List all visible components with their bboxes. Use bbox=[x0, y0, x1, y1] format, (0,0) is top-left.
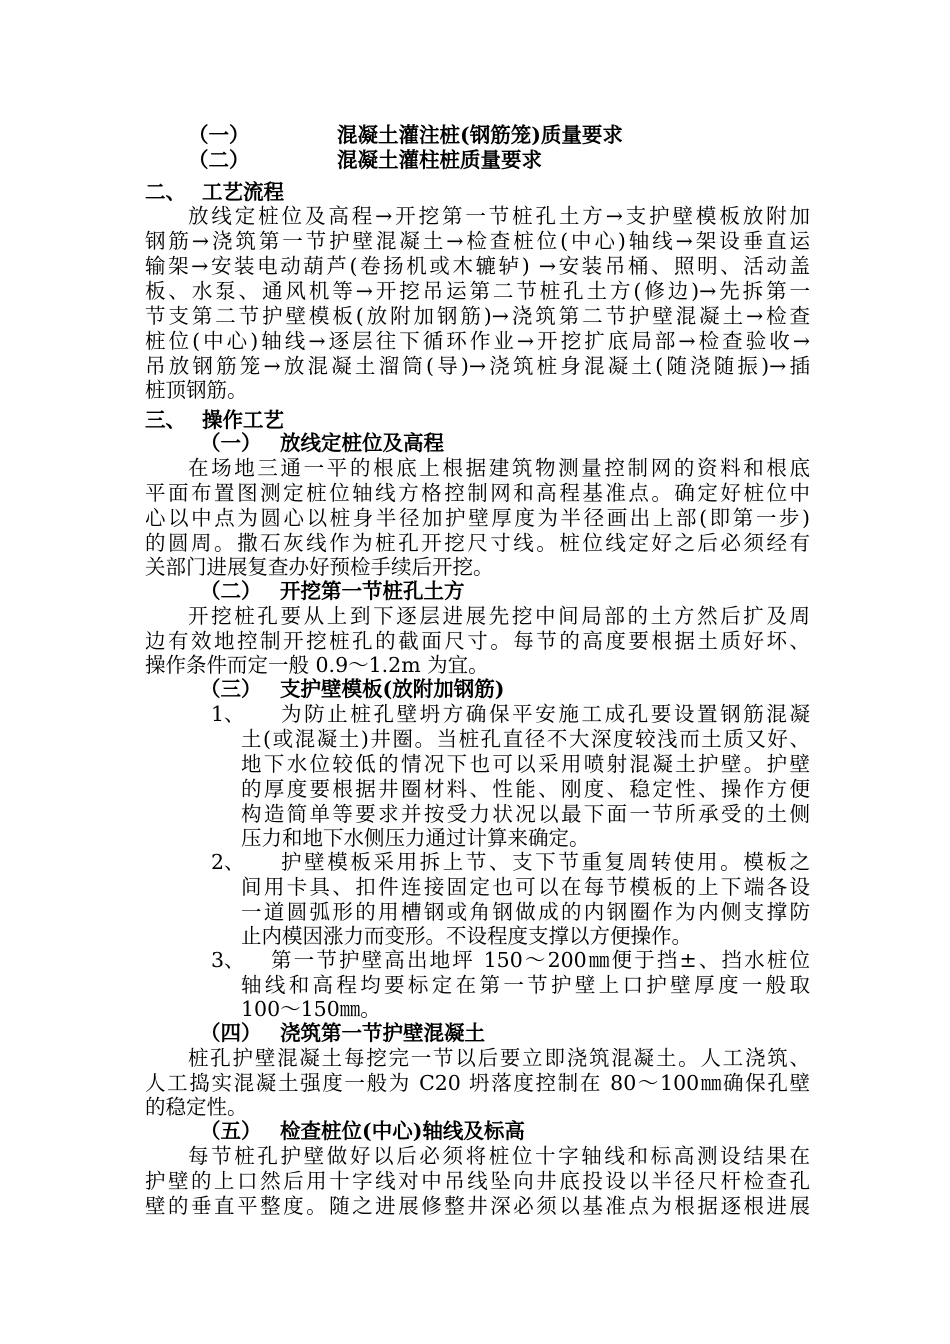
list-item-line: 地下水位较低的情况下也可以采用喷射混凝土护壁。护壁 bbox=[241, 752, 810, 776]
heading-1-num: （一） bbox=[188, 123, 250, 147]
subsection-title: 支护壁模板(放附加钢筋) bbox=[280, 677, 505, 701]
list-item-line: 100～150㎜。 bbox=[241, 997, 381, 1021]
paragraph-line: 护壁的上口然后用十字线对中吊线坠向井底投设以半径尺杆检查孔 bbox=[145, 1169, 810, 1193]
subsection-num: （四） bbox=[200, 1021, 262, 1045]
section-2-num: 二、 bbox=[145, 180, 186, 204]
heading-2-num: （二） bbox=[188, 148, 250, 172]
paragraph-line: 每节桩孔护壁做好以后必须将桩位十字轴线和标高测设结果在 bbox=[188, 1144, 810, 1168]
list-item-line: 为防止桩孔壁坍方确保平安施工成孔要设置钢筋混凝 bbox=[281, 702, 810, 726]
section-3-num: 三、 bbox=[145, 408, 186, 432]
section-2-line: 板、水泵、通风机等→开挖吊运第二节桩孔土方(修边)→先拆第一 bbox=[145, 279, 810, 303]
list-item-line: 压力和地下水侧压力通过计算来确定。 bbox=[241, 826, 590, 850]
section-2-line: 桩位(中心)轴线→逐层往下循环作业→开挖扩底局部→检查验收→ bbox=[145, 329, 810, 353]
list-item-line: 一道圆弧形的用槽钢或角钢做成的内钢圈作为内侧支撑防 bbox=[241, 900, 810, 924]
section-2-line: 吊放钢筋笼→放混凝土溜筒(导)→浇筑桩身混凝土(随浇随振)→插 bbox=[145, 354, 810, 378]
list-item-number: 3、 bbox=[211, 948, 245, 972]
subsection-title: 浇筑第一节护壁混凝土 bbox=[280, 1021, 485, 1045]
section-2-title: 工艺流程 bbox=[202, 180, 284, 204]
paragraph-line: 心以中点为圆心以桩身半径加护壁厚度为半径画出上部(即第一步) bbox=[145, 506, 810, 530]
heading-1-text: 混凝土灌注桩(钢筋笼)质量要求 bbox=[337, 123, 623, 147]
list-item-line: 间用卡具、扣件连接固定也可以在每节模板的上下端各设 bbox=[241, 875, 810, 899]
list-item-line: 轴线和高程均要标定在第一节护壁上口护壁厚度一般取 bbox=[241, 973, 810, 997]
section-3-title: 操作工艺 bbox=[202, 408, 284, 432]
section-2-line: 节支第二节护壁模板(放附加钢筋)→浇筑第二节护壁混凝土→检查 bbox=[145, 304, 810, 328]
paragraph-line: 关部门进展复查办好预检手续后开挖。 bbox=[145, 555, 494, 579]
paragraph-line: 壁的垂直平整度。随之进展修整井深必须以基准点为根据逐根进展 bbox=[145, 1194, 810, 1218]
section-2-line: 桩顶钢筋。 bbox=[145, 378, 248, 402]
subsection-title: 检查桩位(中心)轴线及标高 bbox=[280, 1119, 525, 1143]
paragraph-line: 操作条件而定一般 0.9～1.2m 为宜。 bbox=[145, 653, 489, 677]
paragraph-line: 平面布置图测定桩位轴线方格控制网和高程基准点。确定好桩位中 bbox=[145, 481, 810, 505]
subsection-title: 开挖第一节桩孔土方 bbox=[280, 579, 465, 603]
list-item-line: 护壁模板采用拆上节、支下节重复周转使用。模板之 bbox=[281, 850, 810, 874]
list-item-line: 的厚度要根据井圈材料、性能、刚度、稳定性、操作方便 bbox=[241, 777, 810, 801]
subsection-num: （一） bbox=[200, 431, 262, 455]
section-2-line: 钢筋→浇筑第一节护壁混凝土→检查桩位(中心)轴线→架设垂直运 bbox=[145, 229, 810, 253]
subsection-num: （三） bbox=[200, 677, 262, 701]
section-2-line: 放线定桩位及高程→开挖第一节桩孔土方→支护壁模板放附加 bbox=[188, 204, 810, 228]
subsection-title: 放线定桩位及高程 bbox=[280, 431, 444, 455]
paragraph-line: 人工捣实混凝土强度一般为 C20 坍落度控制在 80～100㎜确保孔壁 bbox=[145, 1071, 810, 1095]
subsection-num: （二） bbox=[200, 579, 262, 603]
paragraph-line: 的圆周。撒石灰线作为桩孔开挖尺寸线。桩位线定好之后必须经有 bbox=[145, 531, 810, 555]
list-item-line: 止内模因涨力而变形。不设程度支撑以方便操作。 bbox=[241, 924, 692, 948]
heading-2-text: 混凝土灌柱桩质量要求 bbox=[337, 148, 542, 172]
section-2-line: 输架→安装电动葫芦(卷扬机或木辘轳) →安装吊桶、照明、活动盖 bbox=[145, 254, 810, 278]
list-item-line: 第一节护壁高出地坪 150～200㎜便于挡±、挡水桩位 bbox=[271, 948, 810, 972]
paragraph-line: 开挖桩孔要从上到下逐层进展先挖中间局部的土方然后扩及周 bbox=[188, 604, 810, 628]
paragraph-line: 在场地三通一平的根底上根据建筑物测量控制网的资料和根底 bbox=[188, 456, 810, 480]
list-item-line: 构造简单等要求并按受力状况以最下面一节所承受的土侧 bbox=[241, 802, 810, 826]
subsection-num: （五） bbox=[200, 1119, 262, 1143]
paragraph-line: 的稳定性。 bbox=[145, 1095, 248, 1119]
list-item-number: 1、 bbox=[211, 702, 245, 726]
paragraph-line: 桩孔护壁混凝土每挖完一节以后要立即浇筑混凝土。人工浇筑、 bbox=[188, 1046, 810, 1070]
paragraph-line: 边有效地控制开挖桩孔的截面尺寸。每节的高度要根据土质好坏、 bbox=[145, 629, 810, 653]
list-item-line: 土(或混凝土)井圈。当桩孔直径不大深度较浅而土质又好、 bbox=[241, 727, 810, 751]
list-item-number: 2、 bbox=[211, 850, 245, 874]
